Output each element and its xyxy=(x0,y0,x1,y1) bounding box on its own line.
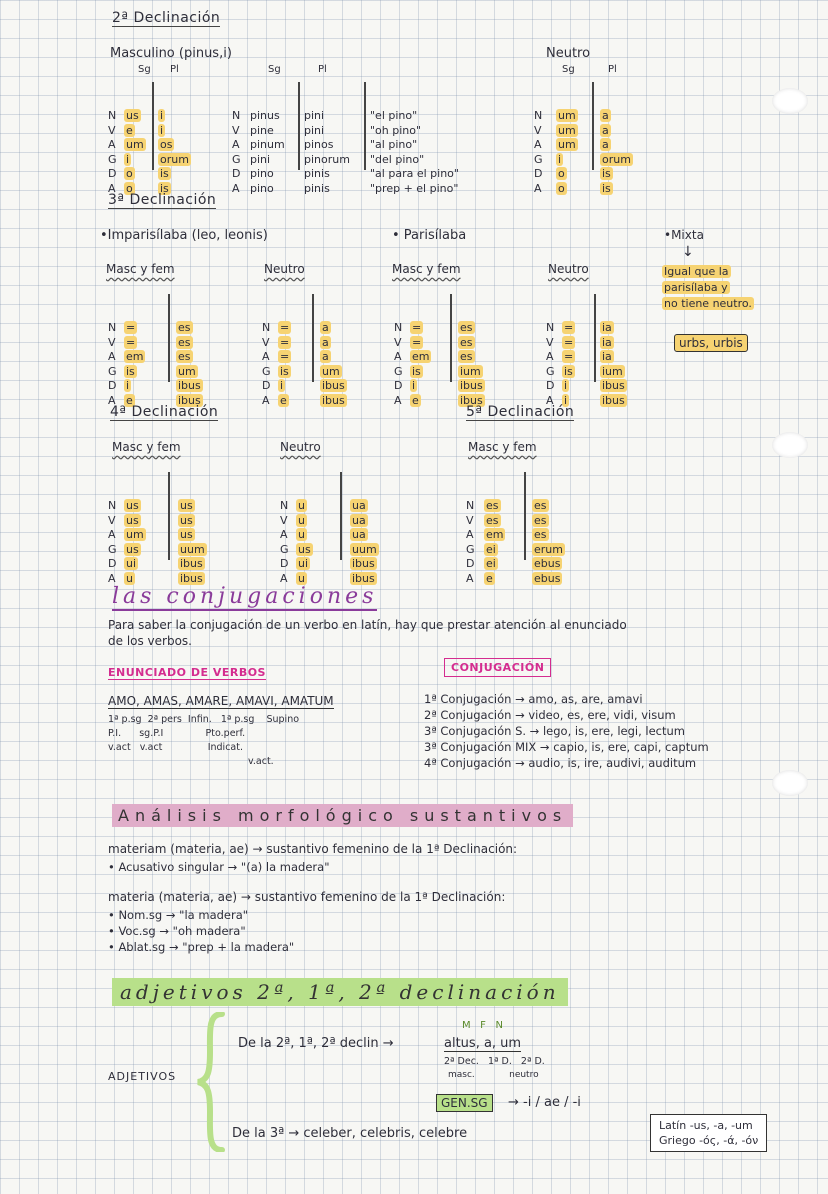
greek-endings: Griego -ός, -ά, -όν xyxy=(659,1134,759,1147)
decl2-neutro-pl-col: a a a orum is is xyxy=(602,109,631,195)
decl3-imp-n-cases-col: N V A G D A xyxy=(262,321,271,407)
decl5-divider xyxy=(524,472,526,560)
conj-intro-line2: de los verbos. xyxy=(108,634,192,648)
adjetivos-mfn: M F N xyxy=(462,1020,503,1031)
enunciado-title: ENUNCIADO DE VERBOS xyxy=(108,666,266,679)
mixta-note: Igual que la parisílaba y no tiene neutro. xyxy=(664,265,752,310)
decl2-neutro-pl-header: Pl xyxy=(608,64,617,75)
decl3-par-mf-header: Masc y fem xyxy=(392,262,461,276)
decl2-cases-col: N V A G D A xyxy=(108,109,117,195)
adjetivos-altus: altus, a, um xyxy=(444,1036,522,1051)
decl2-pl-header: Pl xyxy=(170,64,179,75)
conjugacion-title: CONJUGACIÓN xyxy=(444,658,551,677)
decl3-par-n-pl-col: ia ia ia ium ibus ibus xyxy=(602,321,625,407)
analisis-line-3: materia (materia, ae) → sustantivo femenino de la 1ª Declinación: xyxy=(108,890,506,904)
decl4-n-divider xyxy=(340,472,342,560)
decl2-divider xyxy=(152,82,154,170)
enunciado-note-4: v.act. xyxy=(248,756,274,767)
conj-line-3: 3ª Conjugación S. → lego, is, ere, legi, lectum xyxy=(424,724,685,738)
decl4-mf-pl-col: us us us uum ibus ibus xyxy=(180,499,205,585)
decl2-pinus-sg-header: Sg xyxy=(268,64,281,75)
conj-intro-line1: Para saber la conjugación de un verbo en latín, hay que prestar atención al enunciado xyxy=(108,618,627,632)
analisis-title: Análisis morfológico sustantivos xyxy=(112,804,573,827)
decl4-n-header: Neutro xyxy=(280,440,321,454)
adjetivos-label: ADJETIVOS xyxy=(108,1070,177,1083)
gen-sg-endings: → -i / ae / -i xyxy=(508,1095,581,1110)
decl3-par-n-header: Neutro xyxy=(548,262,589,276)
decl4-n-sg-col: u u u us ui u xyxy=(298,499,311,585)
adjetivos-line-2: De la 3ª → celeber, celebris, celebre xyxy=(232,1126,468,1141)
decl2-masc-sg-col: us e um i o o xyxy=(126,109,144,195)
decl2-neutro-cases-col: N V A G D A xyxy=(534,109,543,195)
decl4-mf-divider xyxy=(168,472,170,560)
conj-line-5: 4ª Conjugación → audio, is, ire, audivi, auditum xyxy=(424,756,697,770)
decl3-par-mf-divider xyxy=(450,294,452,382)
latin-greek-box xyxy=(650,1114,767,1152)
decl2-pinus-pl-col: pini pini pinos pinorum pinis pinis xyxy=(304,109,350,195)
decl5-pl-col: es es es erum ebus ebus xyxy=(534,499,563,585)
decl2-sg-header: Sg xyxy=(138,64,151,75)
adjetivos-line-1: De la 2ª, 1ª, 2ª declin → xyxy=(238,1036,394,1051)
decl2-neutro-sg-header: Sg xyxy=(562,64,575,75)
decl5-cases-col: N V A G D A xyxy=(466,499,475,585)
decl3-par-mf-sg-col: = = em is i e xyxy=(412,321,430,407)
enunciado-example: AMO, AMAS, AMARE, AMAVI, AMATUM xyxy=(108,694,334,708)
decl3-imparisilaba: •Imparisílaba (leo, leonis) xyxy=(100,228,268,243)
decl3-par-mf-pl-col: es es es ium ibus ibus xyxy=(460,321,483,407)
decl2-title: 2ª Declinación xyxy=(112,10,221,26)
decl2-pinus-cases-col: N V A G D A xyxy=(232,109,241,195)
decl2-masc-label: Masculino (pinus,i) xyxy=(110,46,232,61)
decl2-masc-pl-col: i i os orum is is xyxy=(160,109,189,195)
decl4-mf-header: Masc y fem xyxy=(112,440,181,454)
conj-line-4: 3ª Conjugación MIX → capio, is, ere, capi, captum xyxy=(424,740,709,754)
decl4-n-pl-col: ua ua ua uum ibus ibus xyxy=(352,499,377,585)
decl3-title: 3ª Declinación xyxy=(108,192,217,208)
adjetivos-sub-2: masc. neutro xyxy=(448,1070,539,1080)
decl4-n-cases-col: N V A G D A xyxy=(280,499,289,585)
conj-title: las conjugaciones xyxy=(112,584,378,609)
decl2-pinus-sg-col: pinus pine pinum pini pino pino xyxy=(250,109,285,195)
latin-endings: Latín -us, -a, -um xyxy=(659,1119,753,1132)
adjetivos-brace-icon xyxy=(196,1012,226,1152)
decl4-mf-sg-col: us us um us ui u xyxy=(126,499,144,585)
adjetivos-sub-1: 2ª Dec. 1ª D. 2ª D. xyxy=(444,1056,545,1067)
mixta-example: urbs, urbis xyxy=(674,334,748,352)
analisis-line-1: materiam (materia, ae) → sustantivo femenino de la 1ª Declinación: xyxy=(108,842,518,856)
decl2-pinus-pl-header: Pl xyxy=(318,64,327,75)
decl5-sg-col: es es em ei ei e xyxy=(486,499,504,585)
paper-hole-top xyxy=(772,88,808,114)
decl2-neutro-divider xyxy=(592,82,594,170)
decl3-par-n-sg-col: = = = is i i xyxy=(564,321,574,407)
paper-hole-middle xyxy=(772,432,808,458)
decl3-imp-n-sg-col: = = = is i e xyxy=(280,321,290,407)
decl3-mixta: •Mixta xyxy=(664,228,704,242)
decl3-imp-n-header: Neutro xyxy=(264,262,305,276)
conj-line-1: 1ª Conjugación → amo, as, are, amavi xyxy=(424,692,643,706)
decl2-pinus-divider xyxy=(298,82,300,170)
decl2-gloss-divider xyxy=(364,82,366,170)
enunciado-note-2: P.I. sg.P.I Pto.perf. xyxy=(108,728,246,739)
decl3-par-n-divider xyxy=(594,294,596,382)
conj-line-2: 2ª Conjugación → video, es, ere, vidi, visum xyxy=(424,708,676,722)
gen-sg-badge: GEN.SG xyxy=(436,1094,493,1112)
decl3-imp-mf-divider xyxy=(168,294,170,382)
analisis-line-4: • Nom.sg → "la madera" xyxy=(108,908,249,922)
decl4-title: 4ª Declinación xyxy=(110,404,219,420)
decl3-imp-mf-sg-col: = = em is i e xyxy=(126,321,144,407)
decl3-imp-n-divider xyxy=(312,294,314,382)
decl2-neutro-label: Neutro xyxy=(546,46,591,61)
enunciado-note-1: 1ª p.sg 2ª pers Infin. 1ª p.sg Supino xyxy=(108,714,300,725)
paper-hole-bottom xyxy=(772,770,808,796)
decl3-par-cases-col: N V A G D A xyxy=(394,321,403,407)
decl3-par-n-cases-col: N V A G D A xyxy=(546,321,555,407)
adjetivos-title: adjetivos 2ª, 1ª, 2ª declinación xyxy=(112,978,568,1006)
analisis-line-5: • Voc.sg → "oh madera" xyxy=(108,924,246,938)
decl2-glosses-col: "el pino" "oh pino" "al pino" "del pino" "al para el pino" "prep + el pino" xyxy=(370,109,459,195)
decl5-mf-header: Masc y fem xyxy=(468,440,537,454)
decl3-parisilaba: • Parisílaba xyxy=(392,228,467,243)
decl5-title: 5ª Declinación xyxy=(466,404,575,420)
decl3-imp-cases-col: N V A G D A xyxy=(108,321,117,407)
decl3-imp-mf-header: Masc y fem xyxy=(106,262,175,276)
analisis-line-6: • Ablat.sg → "prep + la madera" xyxy=(108,940,295,954)
decl4-cases-col: N V A G D A xyxy=(108,499,117,585)
decl3-imp-n-pl-col: a a a um ibus ibus xyxy=(322,321,345,407)
mixta-arrow-icon: ↓ xyxy=(682,244,694,260)
decl3-imp-mf-pl-col: es es es um ibus ibus xyxy=(178,321,201,407)
enunciado-note-3: v.act v.act Indicat. xyxy=(108,742,243,753)
decl2-neutro-sg-col: um um um i o o xyxy=(558,109,576,195)
analisis-line-2: • Acusativo singular → "(a) la madera" xyxy=(108,860,330,874)
